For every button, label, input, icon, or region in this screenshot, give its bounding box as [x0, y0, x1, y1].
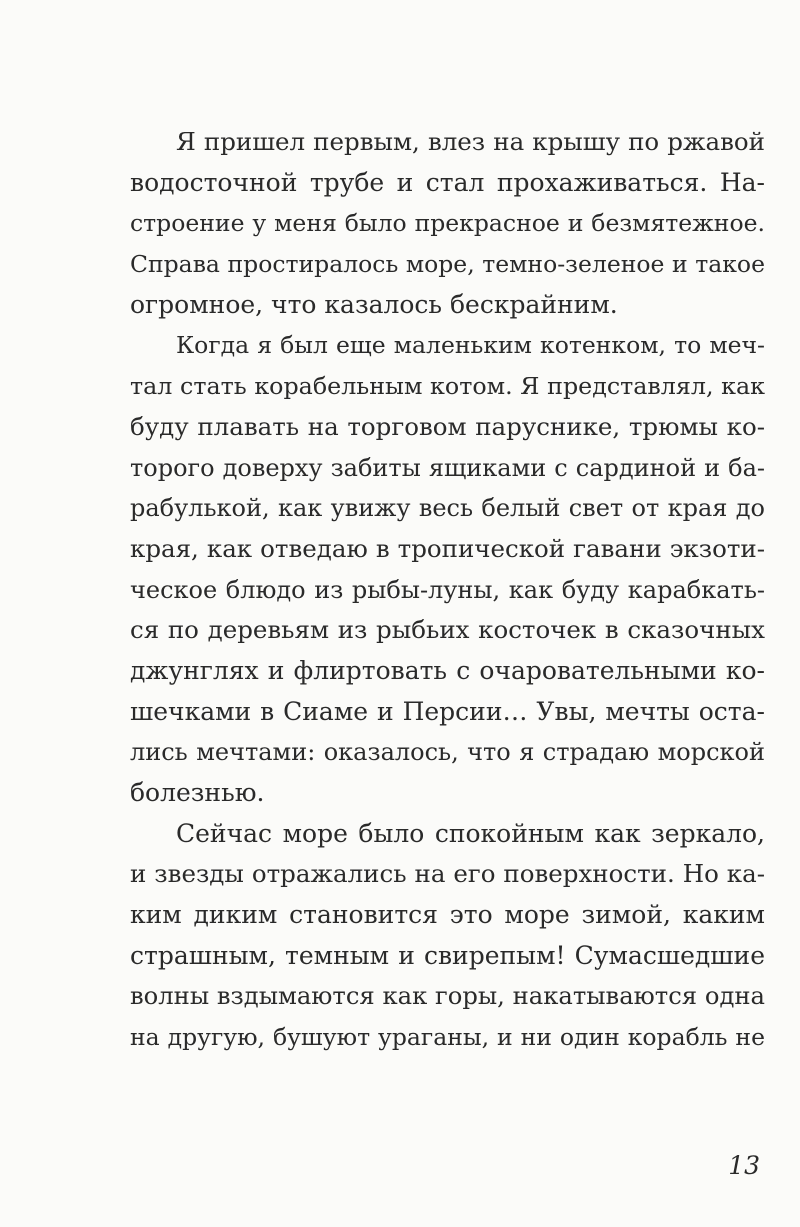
text-line: тал стать корабельным котом. Я представлял, как [130, 372, 765, 401]
text-line: рабулькой, как увижу весь белый свет от края до [130, 494, 765, 523]
text-line: на другую, бушуют ураганы, и ни один корабль не [130, 1023, 765, 1052]
text-line: болезнью. [130, 778, 265, 807]
text-line: Сейчас море было спокойным как зеркало, [176, 818, 765, 848]
text-line: и звезды отражались на его поверхности. Но ка- [130, 859, 765, 889]
text-line: края, как отведаю в тропической гавани экзоти- [130, 533, 765, 563]
text-line: джунглях и флиртовать с очаровательными ко- [130, 655, 765, 685]
paragraph-3 [130, 814, 765, 1058]
paragraph-2 [130, 325, 765, 813]
text-line: лись мечтами: оказалось, что я страдаю морской [130, 738, 765, 767]
text-line: ся по деревьям из рыбьих косточек в сказочных [130, 615, 765, 645]
text-line: страшным, темным и свирепым! Сумасшедшие [130, 940, 765, 970]
text-line: Я пришел первым, влез на крышу по ржавой [176, 127, 765, 156]
text-line: волны вздымаются как горы, накатываются одна [130, 981, 765, 1011]
text-line: водосточной трубе и стал прохаживаться. На- [130, 167, 765, 197]
paragraph-1 [130, 122, 765, 325]
text-line: огромное, что казалось бескрайним. [130, 289, 618, 319]
text-line: строение у меня было прекрасное и безмятежное. [130, 209, 765, 238]
page-number: 13 [728, 1151, 760, 1180]
text-line: шечками в Сиаме и Персии… Увы, мечты оста- [130, 696, 765, 726]
text-line: Когда я был еще маленьким котенком, то меч- [176, 331, 765, 360]
text-line: буду плавать на торговом паруснике, трюмы ко- [130, 411, 765, 441]
text-line: ким диким становится это море зимой, каким [130, 900, 765, 930]
body-text [130, 122, 765, 1058]
text-line: Справа простиралось море, темно-зеленое и такое [130, 250, 765, 279]
text-line: торого доверху забиты ящиками с сардиной и ба- [130, 453, 765, 482]
text-line: ческое блюдо из рыбы-луны, как буду карабкать- [130, 575, 765, 604]
